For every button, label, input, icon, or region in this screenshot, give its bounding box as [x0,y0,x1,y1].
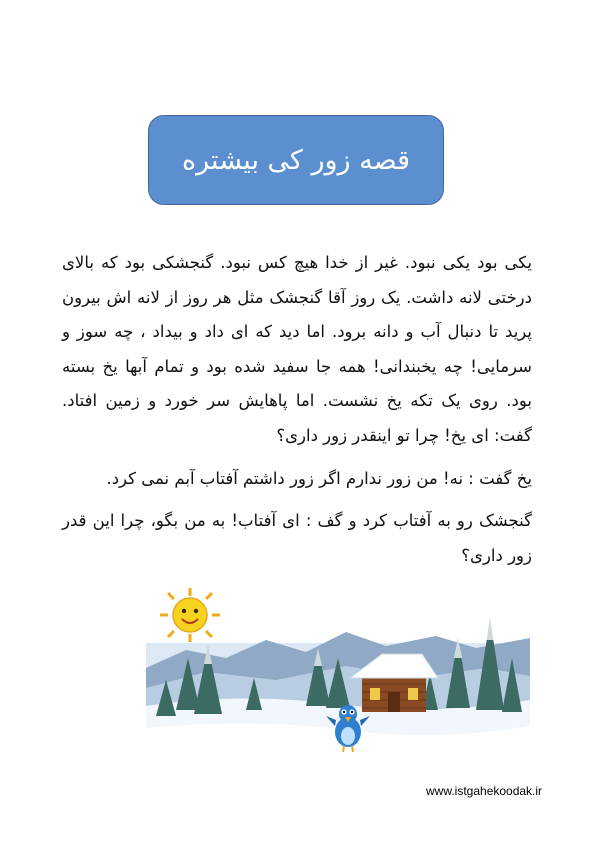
winter-scene-illustration [146,588,530,766]
story-paragraph-3: گنجشک رو به آفتاب کرد و گف : ای آفتاب! به من بگو، چرا این قدر زور داری؟ [62,511,532,565]
story-title: قصه زور کی بیشتره [182,144,410,176]
story-paragraph-1: یکی بود یکی نبود. غیر از خدا هیچ کس نبود. گنجشکی بود که بالای درختی لانه داشت. یک روز آقا گنجشک مثل هر روز از لانه اش بیرون پرید تا دنبال آب و دانه برود. اما دید که ای داد و بیداد ، چه سوز و سرمایی! چه یخبندانی! همه جا سفید شده بود و تمام آبها یخ بسته بود. روی یک تکه یخ نشست. اما پاهایش سر خورد و زمین افتاد. گفت: ای یخ! چرا تو اینقدر زور داری؟ [62,253,532,445]
story-paragraph-2: یخ گفت : نه! من زور ندارم اگر زور داشتم آفتاب آبم نمی کرد. [106,468,532,488]
story-text [62,246,532,573]
website-link[interactable]: www.istgahekoodak.ir [426,784,543,798]
story-title-box [148,115,444,205]
